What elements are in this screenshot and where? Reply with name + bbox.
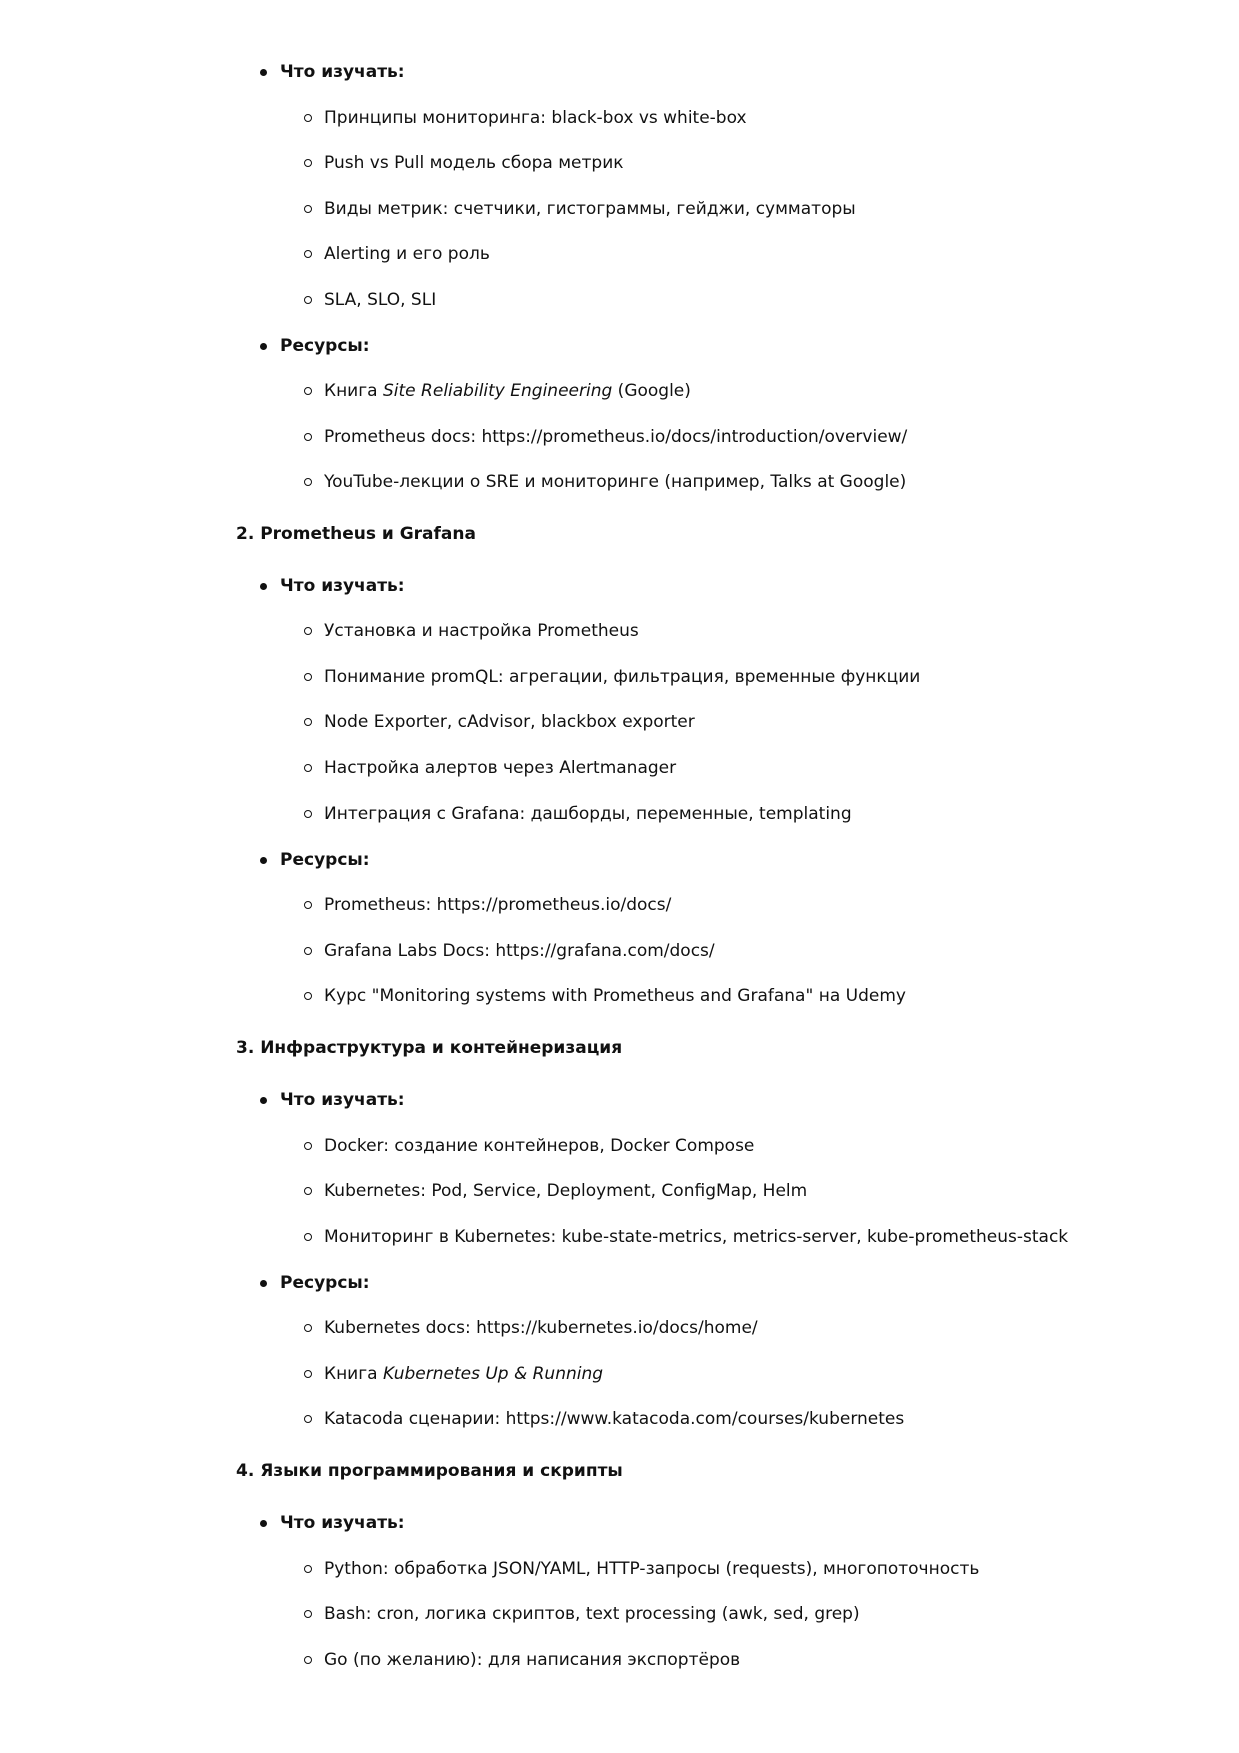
list-item (324, 380, 691, 402)
list-item: Интеграция с Grafana: дашборды, переменные, templating (324, 804, 852, 824)
list-item: Node Exporter, cAdvisor, blackbox exporter (324, 712, 695, 732)
book-prefix: Книга (324, 381, 383, 401)
section3-what-label: Что изучать: (280, 1090, 405, 1110)
list-item: Курс "Monitoring systems with Prometheus and Grafana" на Udemy (324, 986, 906, 1006)
list-item: Принципы мониторинга: black-box vs white-box (324, 108, 747, 128)
list-item: Kubernetes docs: https://kubernetes.io/docs/home/ (324, 1318, 758, 1338)
book-title: Site Reliability Engineering (383, 381, 613, 401)
list-item: Понимание promQL: агрегации, фильтрация, временные функции (324, 667, 921, 687)
section1-resources-label: Ресурсы: (280, 336, 370, 356)
list-item: Push vs Pull модель сбора метрик (324, 153, 624, 173)
list-item: Prometheus: https://prometheus.io/docs/ (324, 895, 672, 915)
section4-what-label: Что изучать: (280, 1513, 405, 1533)
book-title: Kubernetes Up & Running (383, 1364, 604, 1384)
list-item: Виды метрик: счетчики, гистограммы, гейджи, сумматоры (324, 199, 856, 219)
list-item: Python: обработка JSON/YAML, HTTP-запросы (requests), многопоточность (324, 1559, 980, 1579)
section3-heading: 3. Инфраструктура и контейнеризация (236, 1038, 623, 1058)
list-item: Мониторинг в Kubernetes: kube-state-metrics, metrics-server, kube-prometheus-stack (324, 1227, 1069, 1247)
section1-what-label: Что изучать: (280, 62, 405, 82)
list-item: YouTube-лекции о SRE и мониторинге (например, Talks at Google) (324, 472, 907, 492)
section2-what-label: Что изучать: (280, 576, 405, 596)
book-suffix: (Google) (612, 381, 691, 401)
list-item: Bash: cron, логика скриптов, text processing (awk, sed, grep) (324, 1604, 860, 1624)
list-item: Prometheus docs: https://prometheus.io/docs/introduction/overview/ (324, 427, 908, 447)
list-item: SLA, SLO, SLI (324, 290, 437, 310)
list-item: Настройка алертов через Alertmanager (324, 758, 677, 778)
list-item: Docker: создание контейнеров, Docker Compose (324, 1136, 755, 1156)
list-item: Установка и настройка Prometheus (324, 621, 639, 641)
list-item: Kubernetes: Pod, Service, Deployment, ConfigMap, Helm (324, 1181, 808, 1201)
list-item (324, 1363, 603, 1385)
list-item: Katacoda сценарии: https://www.katacoda.com/courses/kubernetes (324, 1409, 905, 1429)
section2-heading: 2. Prometheus и Grafana (236, 524, 476, 544)
section2-resources-label: Ресурсы: (280, 850, 370, 870)
list-item: Alerting и его роль (324, 244, 490, 264)
list-item: Grafana Labs Docs: https://grafana.com/docs/ (324, 941, 715, 961)
book-prefix: Книга (324, 1364, 383, 1384)
section3-resources-label: Ресурсы: (280, 1273, 370, 1293)
section4-heading: 4. Языки программирования и скрипты (236, 1461, 623, 1481)
list-item: Go (по желанию): для написания экспортёров (324, 1650, 741, 1670)
